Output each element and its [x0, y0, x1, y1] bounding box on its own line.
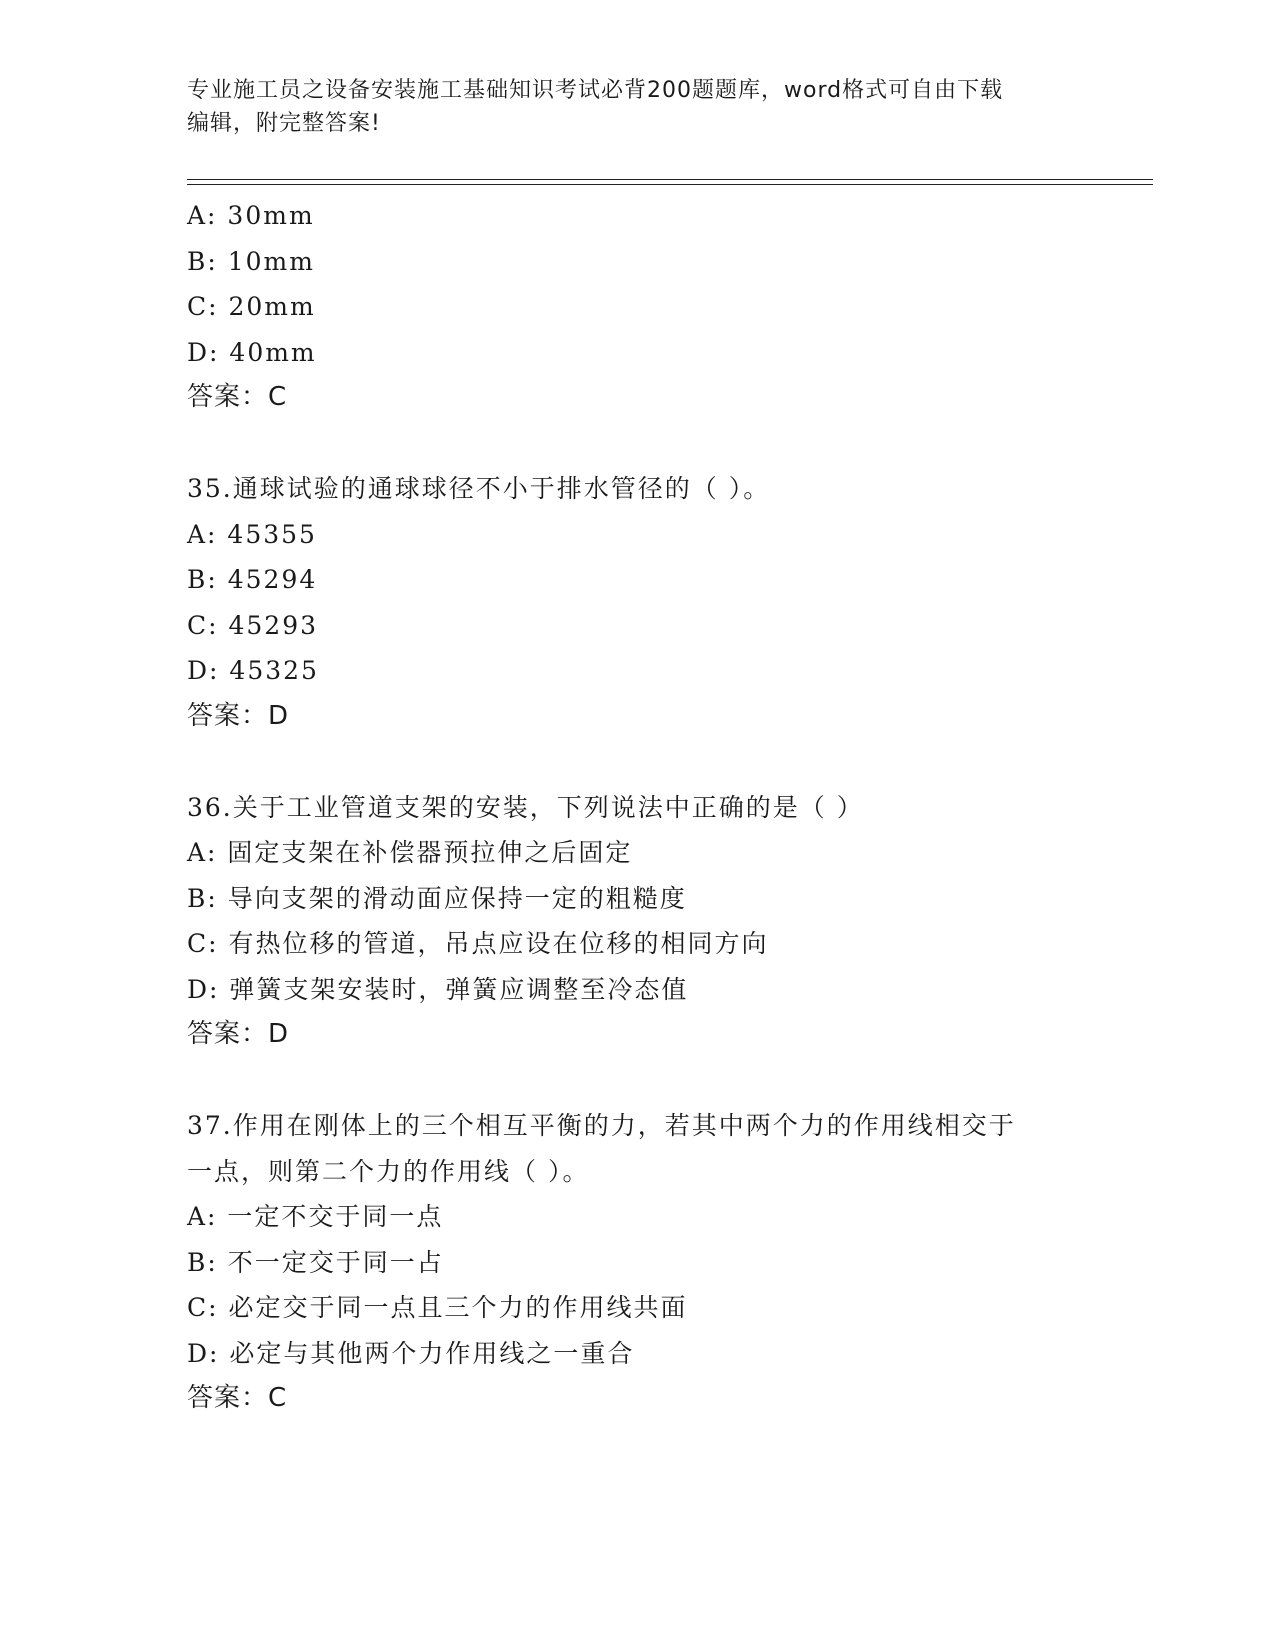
question-stem: 36.关于工业管道支架的安装，下列说法中正确的是（ ）	[187, 792, 864, 822]
question-stem: 35.通球试验的通球球径不小于排水管径的（ ）。	[187, 474, 771, 503]
option-c: C: 必定交于同一点且三个力的作用线共面	[187, 1293, 688, 1322]
question-36	[187, 785, 1087, 1058]
option-c: C: 45293	[187, 610, 319, 640]
header-divider-top	[187, 179, 1153, 180]
option-d: D: 必定与其他两个力作用线之一重合	[187, 1338, 635, 1368]
option-d: D: 弹簧支架安装时，弹簧应调整至冷态值	[187, 974, 689, 1004]
option-b: B: 导向支架的滑动面应保持一定的粗糙度	[187, 883, 687, 913]
answer-value: C	[268, 1383, 288, 1413]
question-37	[187, 1103, 1087, 1422]
spacer	[187, 739, 1087, 785]
option-a: A: 一定不交于同一点	[187, 1202, 444, 1231]
question-list	[187, 193, 1087, 1422]
answer-line	[187, 1376, 1087, 1422]
option-c: C: 20mm	[187, 292, 316, 321]
spacer	[187, 421, 1087, 467]
answer-line	[187, 375, 1087, 421]
option-b: B: 10mm	[187, 246, 315, 276]
header-title-line-2: 编辑，附完整答案!	[187, 111, 381, 136]
option-a: A: 45355	[187, 519, 317, 549]
answer-value: C	[268, 382, 288, 412]
option-d: D: 45325	[187, 656, 319, 685]
header-title-line-1: 专业施工员之设备安装施工基础知识考试必背200题题库，word格式可自由下载	[187, 78, 1004, 103]
answer-line	[187, 694, 1087, 740]
spacer	[187, 1058, 1087, 1104]
answer-value: D	[268, 700, 290, 731]
answer-line	[187, 1012, 1087, 1058]
answer-value: D	[268, 1019, 290, 1049]
option-b: B: 不一定交于同一占	[187, 1247, 444, 1277]
answer-label: 答案：	[187, 700, 269, 731]
option-c: C: 有热位移的管道，吊点应设在位移的相同方向	[187, 929, 769, 958]
option-a: A: 固定支架在补偿器预拉伸之后固定	[187, 838, 633, 867]
answer-label: 答案：	[187, 1019, 269, 1049]
document-header	[187, 74, 1087, 140]
option-a: A: 30mm	[187, 201, 315, 230]
header-divider-bottom	[187, 184, 1153, 185]
answer-label: 答案：	[187, 382, 269, 412]
question-stem-line-2: 一点，则第二个力的作用线（ ）。	[187, 1156, 590, 1186]
option-b: B: 45294	[187, 565, 318, 594]
answer-label: 答案：	[187, 1383, 269, 1413]
question-34	[187, 193, 1087, 421]
option-d: D: 40mm	[187, 337, 317, 367]
question-35	[187, 466, 1087, 739]
question-stem-line-1: 37.作用在刚体上的三个相互平衡的力，若其中两个力的作用线相交于	[187, 1111, 1016, 1140]
